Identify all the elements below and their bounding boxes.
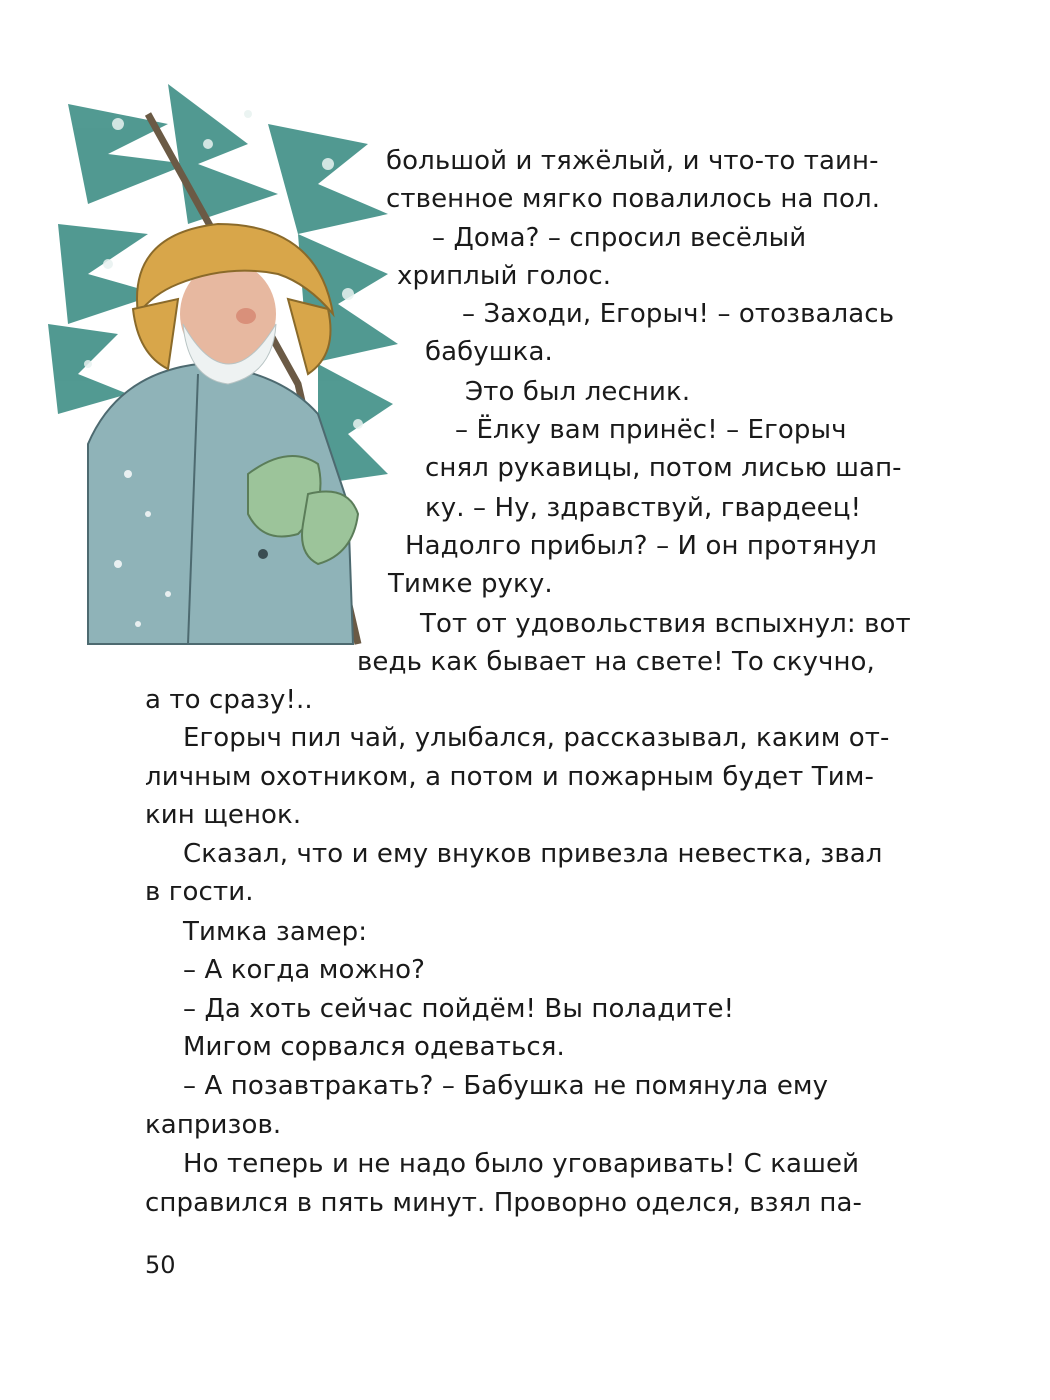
text-line (145, 759, 874, 795)
text-line (145, 797, 301, 833)
text-line-content: – Заходи, Егорыч! – отозвалась (462, 299, 895, 329)
text-line-content: Тимка замер: (183, 917, 368, 947)
text-line-content: Это был лесник. (465, 377, 691, 407)
text-line (183, 1029, 565, 1065)
text-line-content: Мигом сорвался одеваться. (183, 1032, 565, 1062)
text-line (386, 143, 938, 179)
text-line-content: справился в пять минут. Проворно оделся, взял па- (145, 1188, 863, 1218)
text-line (183, 914, 367, 950)
text-line-content: – А позавтракать? – Бабушка не помянула ему (183, 1071, 829, 1101)
text-line-content: капризов. (145, 1110, 282, 1140)
text-line (388, 566, 553, 602)
text-line (425, 334, 553, 370)
text-line (145, 874, 254, 910)
text-line-content: Тот от удовольствия вспыхнул: вот (420, 609, 911, 639)
text-line-content: – А когда можно? (183, 955, 426, 985)
text-line-content: Надолго прибыл? – И он протянул (405, 531, 877, 561)
text-line (145, 682, 313, 718)
text-line-content: Егорыч пил чай, улыбался, рассказывал, каким от- (183, 723, 890, 753)
text-line (357, 644, 875, 680)
page-number: 50 (145, 1251, 176, 1279)
forester-illustration (48, 84, 403, 664)
text-line (405, 528, 877, 564)
text-line-content: Сказал, что и ему внуков привезла невестка, звал (183, 839, 883, 869)
text-line (183, 1068, 828, 1104)
text-line-content: – Ёлку вам принёс! – Егорыч (455, 415, 847, 445)
text-line (145, 1185, 862, 1221)
text-line-content: хриплый голос. (397, 261, 612, 291)
text-line (183, 836, 883, 872)
text-line (145, 1107, 281, 1143)
text-line-content: Тимке руку. (388, 569, 553, 599)
text-line-content: кин щенок. (145, 800, 302, 830)
text-line (425, 450, 902, 486)
text-line-content: ку. – Ну, здравствуй, гвардеец! (425, 493, 862, 523)
text-line (462, 296, 894, 332)
text-line-content: Но теперь и не надо было уговаривать! С кашей (183, 1149, 860, 1179)
text-line-content: в гости. (145, 877, 254, 907)
text-line (465, 374, 690, 410)
text-line (386, 181, 880, 217)
text-line-content: ведь как бывает на свете! То скучно, (357, 647, 875, 677)
text-line (425, 490, 861, 526)
text-line (183, 991, 734, 1027)
text-line-content: большой и тяжёлый, и что-то таин- (386, 146, 879, 176)
text-line-content: снял рукавицы, потом лисью шап- (425, 453, 902, 483)
text-line-content: – Да хоть сейчас пойдём! Вы поладите! (183, 994, 735, 1024)
text-line-content: личным охотником, а потом и пожарным будет Тим- (145, 762, 874, 792)
text-line-content: бабушка. (425, 337, 553, 367)
text-line-content: а то сразу!.. (145, 685, 313, 715)
text-line (183, 952, 425, 988)
text-line-content: – Дома? – спросил весёлый (432, 223, 807, 253)
text-line (432, 220, 806, 256)
text-line (183, 1146, 859, 1182)
text-line (455, 412, 847, 448)
text-line-content: ственное мягко повалилось на пол. (386, 184, 881, 214)
text-line (397, 258, 611, 294)
text-line (183, 720, 890, 756)
text-line (420, 606, 911, 642)
